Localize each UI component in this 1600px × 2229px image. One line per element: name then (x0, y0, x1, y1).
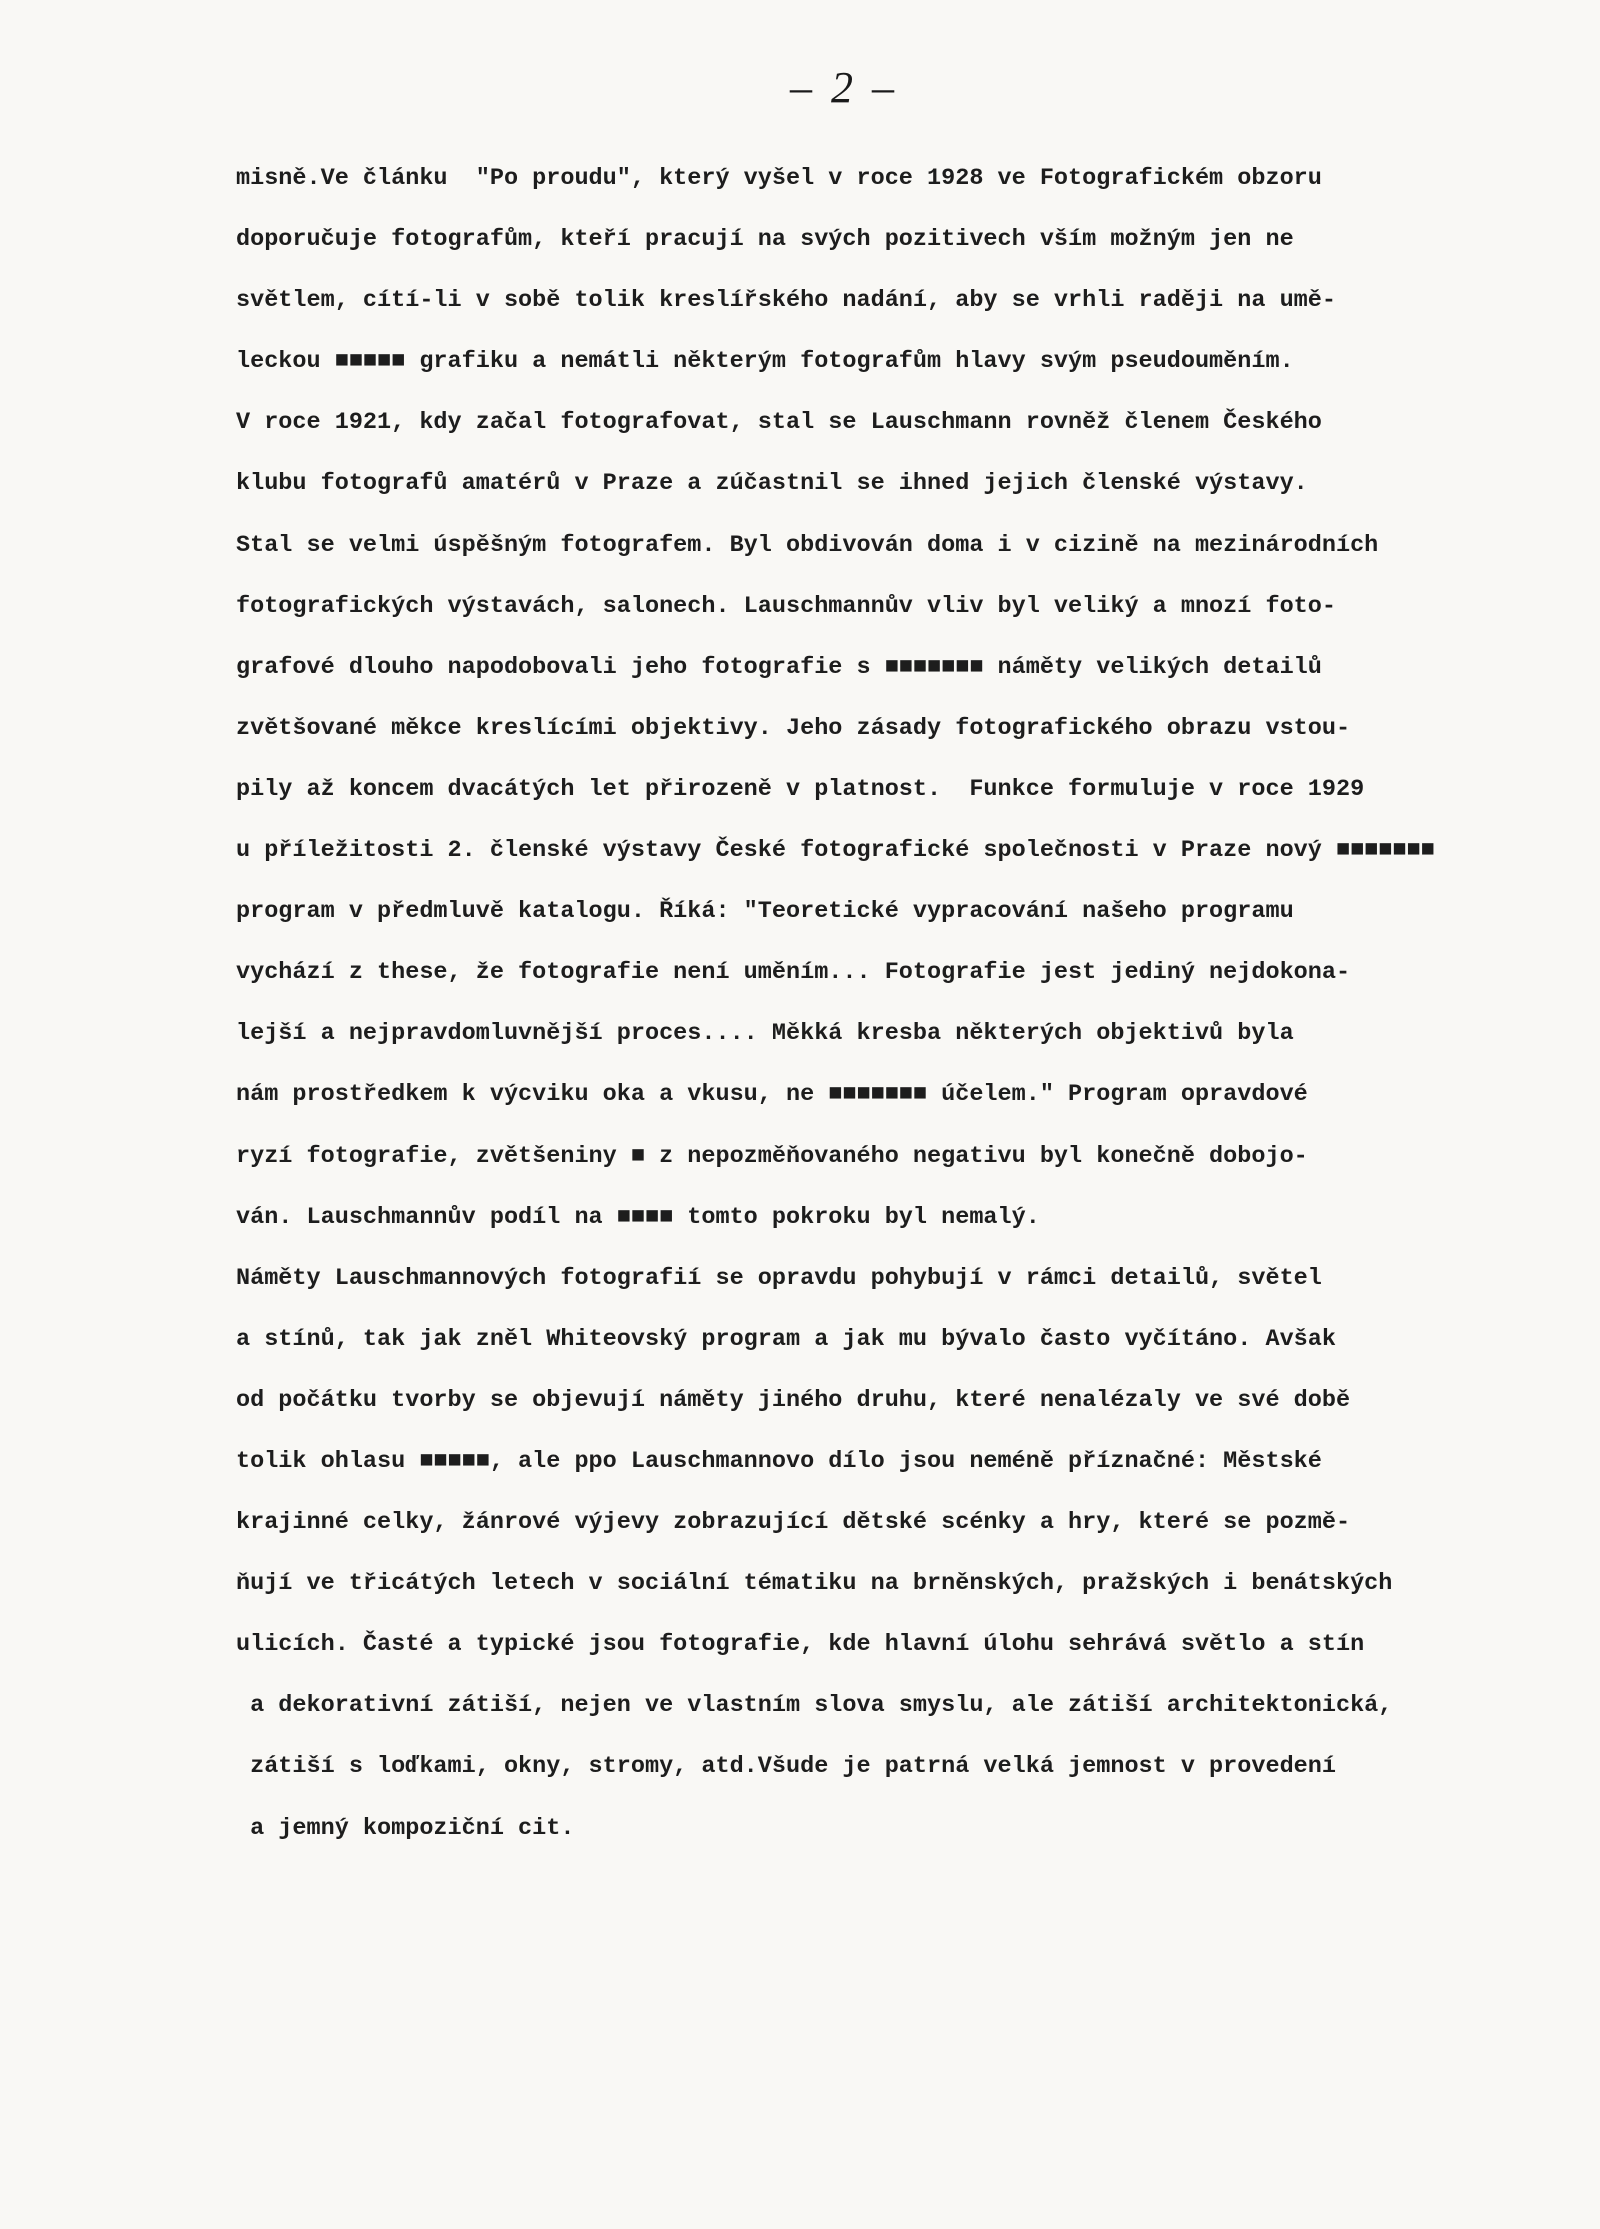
text-line: leckou ■■■■■ grafiku a nemátli některým fotografům hlavy svým pseudouměním. (236, 348, 1294, 376)
text-line: Stal se velmi úspěšným fotografem. Byl obdivován doma i v cizině na mezinárodních (236, 531, 1379, 559)
page-number: – 2 – (790, 63, 898, 112)
text-line: zátiší s loďkami, okny, stromy, atd.Všude je patrná velká jemnost v provedení (236, 1753, 1336, 1781)
text-line: misně.Ve článku "Po proudu", který vyšel v roce 1928 ve Fotografickém obzoru (236, 165, 1322, 192)
text-line: a dekorativní zátiší, nejen ve vlastním slova smyslu, ale zátiší architektonická, (236, 1692, 1393, 1720)
text-line: a stínů, tak jak zněl Whiteovský program a jak mu bývalo často vyčítáno. Avšak (236, 1325, 1336, 1353)
text-line: ván. Lauschmannův podíl na ■■■■ tomto pokroku byl nemalý. (236, 1203, 1040, 1231)
text-line: program v předmluvě katalogu. Říká: "Teoretické vypracování našeho programu (236, 898, 1294, 926)
text-line: nám prostředkem k výcviku oka a vkusu, ne ■■■■■■■ účelem." Program opravdové (236, 1081, 1308, 1109)
text-line: vychází z these, že fotografie není uměním... Fotografie jest jediný nejdokona- (236, 959, 1351, 987)
text-line: pily až koncem dvacátých let přirozeně v platnost. Funkce formuluje v roce 1929 (236, 775, 1365, 803)
text-line: tolik ohlasu ■■■■■, ale ppo Lauschmannovo dílo jsou neméně příznačné: Městské (236, 1447, 1322, 1475)
text-line: světlem, cítí-li v sobě tolik kreslířského nadání, aby se vrhli raději na umě- (236, 287, 1336, 315)
text-line: a jemný kompoziční cit. (236, 1814, 575, 1842)
text-line: ryzí fotografie, zvětšeniny ■ z nepozměňovaného negativu byl konečně dobojo- (236, 1142, 1308, 1170)
text-line: zvětšované měkce kreslícími objektivy. Jeho zásady fotografického obrazu vstou- (236, 714, 1351, 742)
text-line: Náměty Lauschmannových fotografií se opravdu pohybují v rámci detailů, světel (236, 1264, 1322, 1292)
text-line: fotografických výstavách, salonech. Lauschmannův vliv byl veliký a mnozí foto- (236, 592, 1336, 620)
text-line: klubu fotografů amatérů v Praze a zúčastnil se ihned jejich členské výstavy. (236, 470, 1308, 498)
text-line: ňují ve třicátých letech v sociální tématiku na brněnských, pražských i benátských (236, 1570, 1393, 1598)
typewritten-text (236, 148, 1600, 1859)
text-line: ulicích. Časté a typické jsou fotografie, kde hlavní úlohu sehrává světlo a stín (236, 1631, 1365, 1659)
text-line: krajinné celky, žánrové výjevy zobrazující dětské scénky a hry, které se pozmě- (236, 1509, 1351, 1537)
text-line: grafové dlouho napodobovali jeho fotografie s ■■■■■■■ náměty velikých detailů (236, 653, 1322, 681)
text-line: u příležitosti 2. členské výstavy České fotografické společnosti v Praze nový ■■■■■■■ (236, 837, 1435, 865)
text-line: doporučuje fotografům, kteří pracují na svých pozitivech vším možným jen ne (236, 226, 1294, 254)
text-line: V roce 1921, kdy začal fotografovat, stal se Lauschmann rovněž členem Českého (236, 409, 1322, 437)
text-line: lejší a nejpravdomluvnější proces.... Měkká kresba některých objektivů byla (236, 1020, 1294, 1048)
text-line: od počátku tvorby se objevují náměty jiného druhu, které nenalézaly ve své době (236, 1386, 1351, 1414)
